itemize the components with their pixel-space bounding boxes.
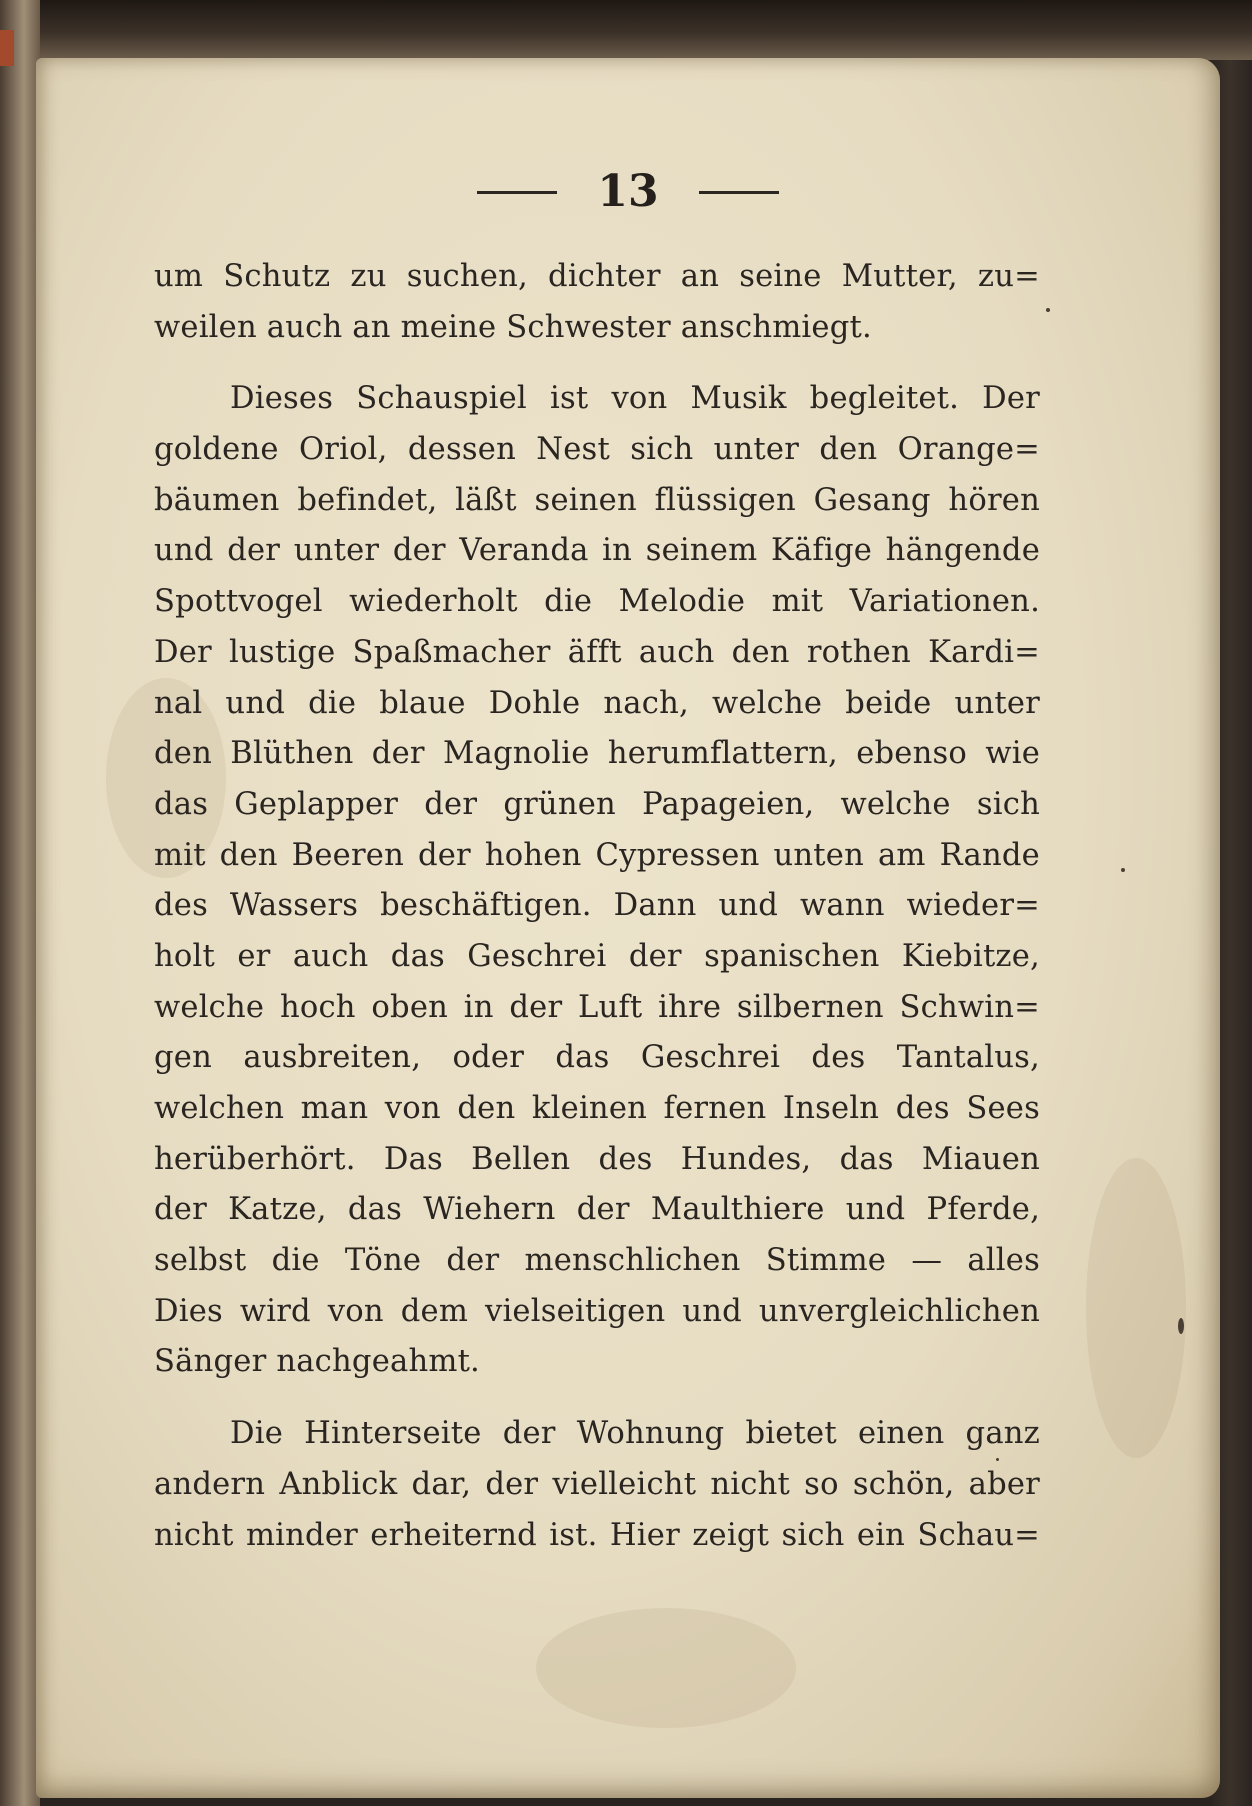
text-line: nicht minder erheiternd ist. Hier zeigt sich ein Schau=: [154, 1517, 1040, 1553]
ink-speck: [1121, 868, 1125, 872]
text-line: den Blüthen der Magnolie herumflattern, ebenso wie: [154, 736, 1040, 772]
text-line: gen ausbreiten, oder das Geschrei des Tantalus,: [154, 1040, 1040, 1076]
header-rule-right: [699, 191, 779, 194]
text-line: Der lustige Spaßmacher äfft auch den rothen Kardi=: [154, 634, 1040, 670]
page-number: 13: [597, 166, 659, 217]
text-line: nal und die blaue Dohle nach, welche beide unter: [154, 685, 1040, 721]
ink-speck: [1178, 1318, 1184, 1334]
text-line: des Wassers beschäftigen. Dann und wann wieder=: [154, 888, 1040, 924]
text-line: goldene Oriol, dessen Nest sich unter den Orange=: [154, 432, 1040, 468]
paper-stain: [1086, 1158, 1186, 1458]
text-line: Dies wird von dem vielseitigen und unvergleichlichen: [154, 1293, 1040, 1329]
text-line: Sänger nachgeahmt.: [154, 1344, 480, 1380]
text-line: der Katze, das Wiehern der Maulthiere und Pferde,: [154, 1192, 1040, 1228]
page-paper: [36, 58, 1220, 1798]
paper-stain: [536, 1608, 796, 1728]
ink-speck: [1046, 308, 1050, 312]
text-line: Die Hinterseite der Wohnung bietet einen ganz: [230, 1416, 1040, 1452]
text-line: holt er auch das Geschrei der spanischen Kiebitze,: [154, 938, 1040, 974]
page-header: [36, 162, 1220, 222]
text-line: das Geplapper der grünen Papageien, welche sich: [154, 786, 1040, 822]
text-line: welchen man von den kleinen fernen Inseln des Sees: [154, 1091, 1040, 1126]
header-rule-left: [477, 191, 557, 194]
text-line: welche hoch oben in der Luft ihre silbernen Schwin=: [154, 989, 1040, 1025]
book-spine-edge: [0, 0, 40, 1806]
text-line: bäumen befindet, läßt seinen flüssigen Gesang hören: [154, 482, 1040, 518]
binding-mark: [0, 30, 14, 66]
text-line: um Schutz zu suchen, dichter an seine Mutter, zu=: [154, 259, 1040, 294]
text-line: und der unter der Veranda in seinem Käfige hängende: [154, 533, 1040, 569]
text-line: herüberhört. Das Bellen des Hundes, das Miauen: [154, 1141, 1040, 1177]
text-line: weilen auch an meine Schwester anschmiegt.: [154, 309, 872, 345]
book-top-edge: [0, 0, 1252, 60]
text-line: mit den Beeren der hohen Cypressen unten am Rande: [154, 837, 1040, 873]
text-line: Spottvogel wiederholt die Melodie mit Variationen.: [154, 584, 1040, 620]
text-line: Dieses Schauspiel ist von Musik begleitet. Der: [230, 381, 1040, 417]
text-line: andern Anblick dar, der vielleicht nicht so schön, aber: [154, 1466, 1040, 1502]
text-line: selbst die Töne der menschlichen Stimme — alles: [154, 1243, 1040, 1279]
body-text: [154, 252, 1040, 1561]
